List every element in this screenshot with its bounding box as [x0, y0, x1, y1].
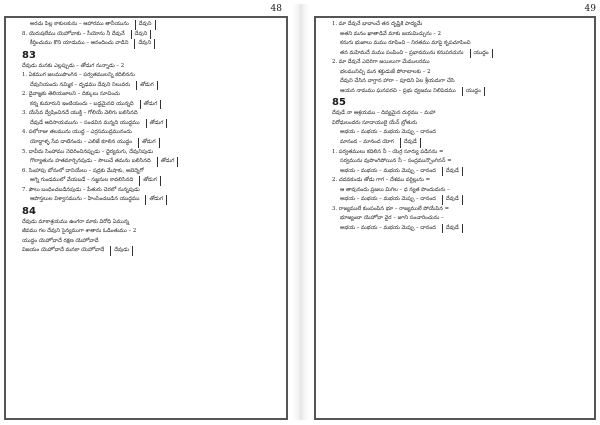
lyric-line	[332, 20, 576, 30]
lyric-text: సర్వమును వుపొంగిపోయిన నీ – సంద్రమున్పొంగినన్ =	[340, 158, 452, 165]
refrain-marker: తోడుగ	[146, 119, 168, 129]
lyric-text: 6. సింహాపు బోనులో దానియేలు – షద్రకు మేషాకు, అబెద్నెగో	[22, 167, 144, 174]
lyric-line	[332, 138, 576, 148]
lyric-text: యుద్ధం యెహోవాదే రక్షణ యెహోవాదే	[22, 237, 99, 244]
lyric-line	[22, 128, 268, 138]
refrain-marker: తోడుగ	[139, 176, 161, 186]
refrain-marker: దేవుడు	[110, 246, 133, 256]
lyric-line	[332, 176, 576, 186]
lyric-line	[332, 119, 576, 129]
lyric-text: 7. పౌలు బంధించబడినపుడు – పేతురు చెరలో నున్నపుడు	[22, 186, 140, 193]
lyric-line	[332, 224, 576, 234]
lyric-line	[332, 167, 576, 177]
lyric-line	[332, 186, 576, 196]
lyric-line	[332, 30, 576, 40]
lyric-text: విరోధులందరు సూదాయులై యేన్ బ్రోతురు	[332, 119, 418, 126]
lyric-line	[22, 81, 268, 91]
lyric-text: అభయ – మభయ – మభయ మెప్పు – దానంద	[340, 167, 436, 174]
refrain-marker: యుద్ధం	[470, 49, 493, 59]
lyric-line	[332, 58, 576, 68]
refrain-marker: తోడుగ	[140, 100, 162, 110]
lyric-line	[22, 195, 268, 205]
lyric-text: కనుగు భుజాలు మము రూపించి – నిరతము మాపై కృపచూపించి	[340, 40, 471, 47]
lyric-text: 2. మా దేవునే ఎదిరిగా జయిలుగా మేములరము	[332, 59, 430, 66]
lyric-line	[332, 87, 576, 97]
page-number: 48	[270, 4, 282, 14]
refrain-marker: యుద్ధం	[462, 87, 485, 97]
lyric-text: జీవము గల దేవుని సైన్యముగా శాతాను ఓడింతుము – 2	[22, 228, 137, 235]
page-number: 49	[584, 4, 596, 14]
refrain-marker: తోడుగ	[138, 138, 160, 148]
lyric-line	[332, 49, 576, 59]
lyric-text: 3. యేసేవ ద్వేషించినదే యుక్తి – గోలియే వెలిగు బలిసినది	[22, 110, 138, 117]
lyric-text: దేవుడు మనకు ఎల్లప్పుడు – తోడుగ నున్నాడు – 2	[22, 62, 125, 69]
lyric-text: అభయ – మభయ – మభయ మెప్పు – దానంద	[340, 129, 436, 136]
lyric-line	[332, 109, 576, 119]
lyric-text: అరచు పిల్ల కాకులకును – ఆహారము తానీయును	[30, 21, 129, 27]
lyric-text: దేవుడే నా ఆశ్రయము – దివ్యమైన దుర్గము – మహా	[332, 110, 436, 117]
refrain-marker: తోడుగ	[136, 81, 158, 91]
lyric-text: ఆ తావునందు ప్రజలు మిగిల – ధ న్యత పొందుదురు –	[340, 186, 450, 193]
lyric-line	[22, 218, 268, 228]
lyric-line	[22, 62, 268, 72]
lyric-text: అగ్ని గుండములో వేయబడే – సజ్జనుల కావలిసినది	[30, 177, 134, 184]
lyric-text: 1. ఏకముగ జలముపొంగిన – పర్వతములన్ని కదిలినను	[22, 72, 135, 79]
lyric-line	[22, 176, 268, 186]
lyric-text: ఆయన నామము ఘనపరచి – ప్రభు ధ్వజము నిలిపెదము	[340, 87, 456, 94]
refrain-marker: దేవుని	[131, 30, 152, 40]
lyric-text: దేవుని చేసిన వాగ్దాన హారా – పూదిని ఏల శ్రీయదుగా చేసి	[340, 78, 455, 85]
lyric-text: 8. యెరుషలేము యెహోవాకు – సీయోను నీ దేవునే	[22, 30, 125, 37]
lyric-text: 1. మా దేవునే భావాంచే తన దృష్టికి పాద్యమే	[332, 21, 423, 27]
lyric-text: గొల్యాతును హతమార్చినపుడు – సౌలుచే తమను బలిసినది	[30, 158, 151, 165]
lyric-line	[22, 227, 268, 237]
lyric-text: మానంద – మానంద యోగ	[340, 139, 394, 146]
lyric-text: అభయ – మభయ – మభయ మెప్పు – దానంద	[340, 196, 436, 203]
lyric-text: 3. రాజ్యములే కుంపంపిన భూ – రాజ్యములే పోయేపిన =	[332, 205, 450, 212]
song-text	[22, 20, 268, 256]
lyric-line	[22, 157, 268, 167]
lyric-text: దేవుడే ఆదిసాయమును – సంచవిన మన్నది యుద్ధము	[30, 119, 140, 126]
lyric-line	[332, 157, 576, 167]
refrain-marker: దేవుని	[135, 20, 156, 30]
lyric-text: దేవుడు మాకాశ్రయము ఉంగరా మాకు విరోధి ఏమున్న	[22, 218, 130, 225]
lyric-text: అభయ – మభయ – మభయ మెప్పు – దానంద	[340, 224, 436, 231]
lyric-line	[22, 20, 268, 30]
lyric-line	[22, 246, 268, 256]
book-spine	[292, 4, 310, 420]
lyric-line	[22, 119, 268, 129]
refrain-marker: తోడుగ	[145, 195, 167, 205]
lyric-line	[22, 100, 268, 110]
lyric-line	[332, 214, 576, 224]
lyric-line	[332, 195, 576, 205]
lyric-text: 5. దావీదు సింహాము నెదిరించినప్పుడు – ధైర్యమగు, దేవునిపుడు	[22, 148, 154, 155]
lyric-text: 2. చదవకుఁడు తోడు గాగ – దేశము వర్ధిల్లును =	[332, 177, 431, 184]
lyric-text: అతని మనం ఖాతాడివే మాకు జయమిచ్చును – 2	[340, 30, 441, 37]
lyric-line	[332, 39, 576, 49]
lyric-text: 1. పర్వతములు కదిలిన నీ – యెర్ర సూర్యు పడినను =	[332, 148, 444, 155]
lyric-line	[332, 148, 576, 158]
lyric-line	[22, 237, 268, 247]
lyric-line	[22, 109, 268, 119]
lyric-text: 4. పలోరాజు తలమును యుద్ధ – ఎర్రసముద్రమునందు	[22, 129, 132, 136]
lyric-line	[22, 148, 268, 158]
song-number: 85	[332, 97, 346, 109]
lyric-line	[332, 68, 576, 78]
lyric-line	[22, 30, 268, 40]
left-page	[4, 4, 288, 420]
refrain-marker: దేవుని	[134, 39, 155, 49]
refrain-marker: దేవుడే	[442, 224, 463, 234]
song-number: 83	[22, 49, 36, 61]
lyric-text: భలమునిచ్చి మన శక్తుడుజే పోరాటాలకు – 2	[340, 68, 431, 75]
lyric-line	[332, 205, 576, 215]
lyric-line	[22, 138, 268, 148]
lyric-text: భూజ్యంబా యెహోవా వైర – జూని సంచారించును –	[340, 215, 444, 222]
lyric-line	[22, 186, 268, 196]
refrain-marker: దేవుడే	[400, 138, 421, 148]
lyric-text: కన్న కుమారుని ఇంటియందు – బద్ధమైనది యున్నది	[30, 100, 134, 107]
refrain-marker: తోడుగ	[157, 157, 179, 167]
lyric-line	[332, 77, 576, 87]
lyric-text: ఆపొస్తలుల విశ్వాసమును – హింసించబడిన యుద్ధము	[30, 196, 140, 203]
lyric-text: 2. దైవాజ్ఞకు తెలియజాలని – దిక్కులు సూచించు	[22, 91, 120, 98]
lyric-line	[22, 90, 268, 100]
lyric-line	[332, 128, 576, 138]
lyric-line	[22, 71, 268, 81]
lyric-line	[22, 39, 268, 49]
song-number: 84	[22, 205, 36, 217]
lyric-text: దేవునియందు నమ్మిక – దృఢము దేవుని నిలువరు	[30, 81, 131, 88]
refrain-marker: దేవుడే	[442, 195, 463, 205]
song-text	[332, 20, 576, 233]
lyric-line	[22, 167, 268, 177]
lyric-text: యోద్ధాళ్ళ సేవ దాటినందు – ఎలిజే కూలిన యుద్ధం	[30, 139, 132, 146]
right-page	[314, 4, 596, 420]
lyric-text: కీర్తించుము కొని యాడుము – ఆనందించు వాడిని	[30, 40, 129, 47]
refrain-marker: దేవుడే	[442, 167, 463, 177]
lyric-text: తన మహిమదే మము పంపించి – ప్రభావమును కనుపరచును	[340, 49, 464, 56]
lyric-text: విజయం యెహోవాదే మనకా యెహోవాదే	[22, 247, 105, 254]
